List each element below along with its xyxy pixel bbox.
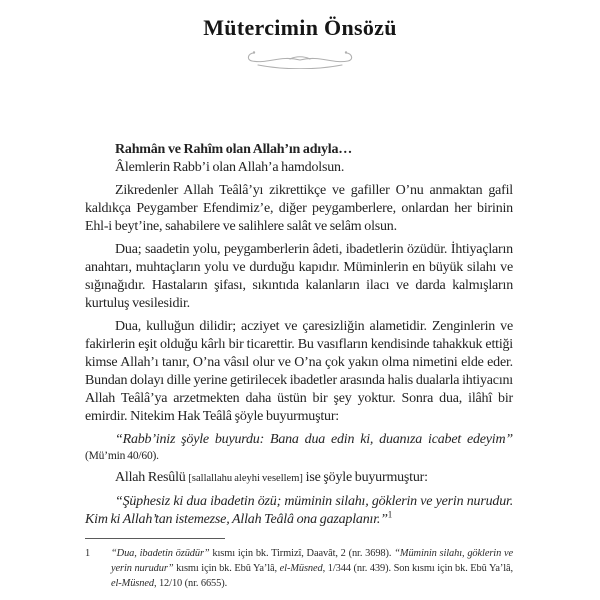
paragraph-dua-2: Dua, kulluğun dilidir; acziyet ve çaresizliğin alametidir. Zenginlerin ve fakirlerin eşit olduğu kârlı bir ticarettir. Bu vasıfların kendisinde tahakkuk ettiği kimse Allah’ı tanır, O’na vâsıl olur ve O’na çok yakın olma nimetini elde eder. Bundan dolayı dille yerine getirilecek ibadetler arasında halis dualarla ihtiyacını Allah Teâlâ’ya arzetmekten daha üstün bir şey yoktur. Sonra dua, ilâhî bir emirdir. Nitekim Hak Teâlâ şöyle buyurmuştur: bbox=[85, 319, 513, 424]
page-title: Mütercimin Önsözü bbox=[203, 15, 397, 40]
footnote-segment: “Dua, ibadetin özüdür” bbox=[111, 548, 210, 559]
preface-text-block bbox=[85, 141, 513, 529]
ornament-container bbox=[0, 49, 600, 69]
footnote-segment: , 12/10 (nr. 6655). bbox=[153, 578, 228, 589]
flourish-divider-icon bbox=[244, 49, 356, 69]
hadith-quote bbox=[85, 493, 513, 529]
quran-quote bbox=[85, 431, 513, 449]
paragraph-dua-1: Dua; saadetin yolu, peygamberlerin âdeti, ibadetlerin özüdür. İhtiyaçların anahtarı, muhtaçların yolu ve durduğu kapıdır. Müminlerin en büyük silahı ve sığınağıdır. Hastaların şifası, sıkıntıda kalanların ilacı ve darda kalmışların kurtuluş vesilesidir. bbox=[85, 242, 513, 311]
footnote-segment: kısmı için bk. Tirmizî, Daavât, 2 (nr. 3698). bbox=[209, 548, 395, 559]
paragraph-bismillah: Rahmân ve Rahîm olan Allah’ın adıyla… bbox=[115, 142, 353, 157]
footnotes-section bbox=[85, 538, 513, 591]
paragraph-salawat: Zikredenler Allah Teâlâ’yı zikrettikçe ve gafiller O’nu anmaktan gafil kaldıkça Peygamber Efendimiz’e, diğer peygamberlere, onlardan her birinin Ehl-i beyt’ine, sahabilere ve salihlere salât ve selâm olsun. bbox=[85, 183, 513, 234]
quran-quote-text: “Rabb’iniz şöyle buyurdu: Bana dua edin ki, duanıza icabet edeyim” bbox=[115, 432, 513, 447]
paragraph-hadith-intro bbox=[85, 469, 513, 488]
footnote-segment: kısmı için bk. Ebû Ya’lâ, bbox=[173, 563, 280, 574]
hadith-quote-text: “Şüphesiz ki dua ibadetin özü; müminin silahı, göklerin ve yerin nurudur. Kim ki Allah’tan istemezse, Allah Teâlâ ona gazaplanır.” bbox=[85, 494, 513, 527]
footnote-divider bbox=[85, 538, 225, 539]
paragraph-hamd: Âlemlerin Rabb’i olan Allah’a hamdolsun. bbox=[115, 160, 345, 175]
hadith-intro-text-after: ise şöyle buyurmuştur: bbox=[302, 470, 428, 485]
footnote-reference-marker: 1 bbox=[387, 509, 393, 520]
hadith-intro-text: Allah Resûlü bbox=[115, 470, 189, 485]
footnote-segment: , 1/344 (nr. 439). Son kısmı için bk. Ebû Ya’lâ, bbox=[322, 563, 513, 574]
footnote-segment: el-Müsned bbox=[111, 578, 154, 589]
hadith-intro-honorific: [sallallahu aleyhi vesellem] bbox=[188, 473, 303, 484]
footnote-1 bbox=[85, 546, 513, 591]
footnote-segment: el-Müsned bbox=[279, 563, 323, 574]
footnote-segment: “Müminin silahı, göklerin ve yerin nurudur” bbox=[111, 548, 514, 574]
quran-quote-source: (Mü’min 40/60). bbox=[85, 450, 159, 462]
footnote-number: 1 bbox=[85, 548, 91, 559]
